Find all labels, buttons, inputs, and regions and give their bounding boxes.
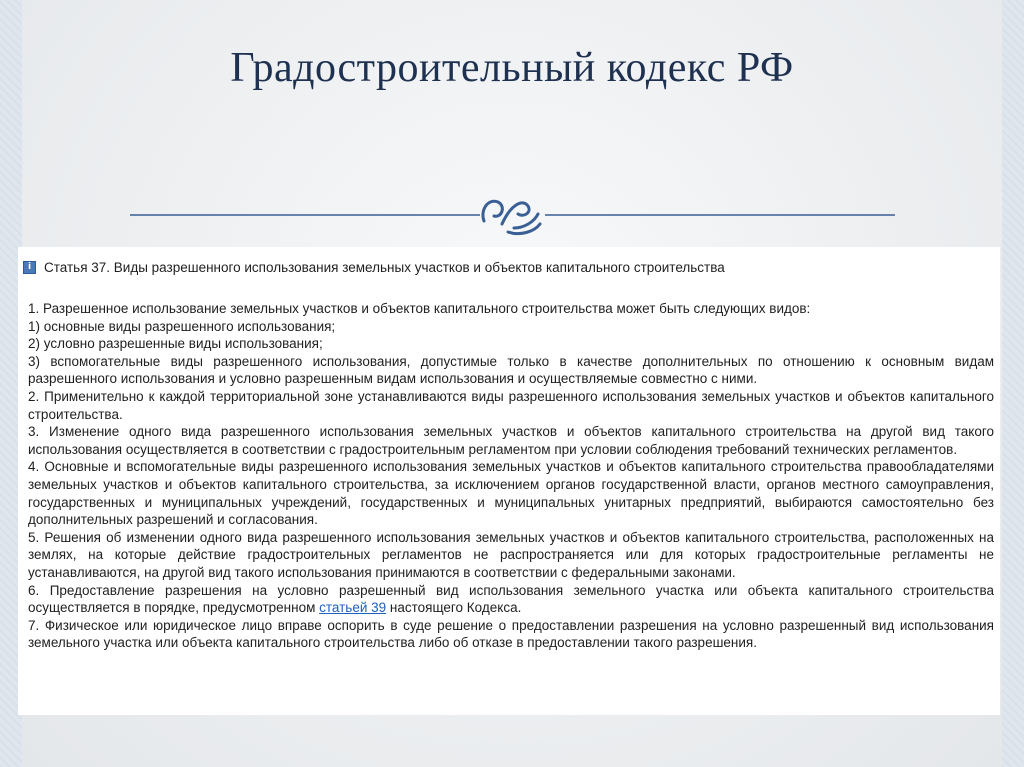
article-body — [28, 300, 994, 652]
article-title: Статья 37. Виды разрешенного использования земельных участков и объектов капитального строительства — [44, 260, 725, 275]
article-39-link[interactable]: статьей 39 — [319, 600, 387, 616]
paragraph: 2. Применительно к каждой территориальной зоне устанавливаются виды разрешенного использования земельных участков и объектов капитального строительства. — [28, 388, 994, 422]
swirl-ornament-icon — [483, 201, 540, 233]
info-icon: i — [23, 261, 36, 274]
paragraph-text: 6. Предоставление разрешения на условно разрешенный вид использования земельного участка или объекта капитального строительства осуществляется в порядке, предусмотренном — [28, 582, 994, 616]
paragraph — [28, 582, 994, 617]
paragraph: 3) вспомогательные виды разрешенного использования, допустимые только в качестве дополнительных по отношению к основным видам разрешенного использования и условно разрешенным видам использования и осуществляемые совместно с ними. — [28, 353, 994, 387]
paragraph: 5. Решения об изменении одного вида разрешенного использования земельных участков и объектов капитального строительства, расположенных на землях, на которые действие градостроительных регламентов не распространяется или для которых градостроительные регламенты не устанавливаются, на другой вид такого использования принимаются в соответствии с федеральными законами. — [28, 529, 994, 580]
document-excerpt — [18, 247, 1000, 715]
paragraph: 1. Разрешенное использование земельных участков и объектов капитального строительства может быть следующих видов: — [28, 301, 811, 316]
paragraph: 1) основные виды разрешенного использования; — [28, 318, 336, 334]
paragraph: 7. Физическое или юридическое лицо вправе оспорить в суде решение о предоставлении разрешения на условно разрешенный вид использования земельного участка или объекта капитального строительства либо об отказе в предоставлении такого разрешения. — [28, 617, 994, 651]
article-header — [23, 260, 725, 275]
paragraph: 2) условно разрешенные виды использования; — [28, 336, 323, 352]
paragraph: 3. Изменение одного вида разрешенного использования земельных участков и объектов капитального строительства на другой вид такого использования осуществляется в соответствии с градостроительным регламентом при условии соблюдения требований технических регламентов. — [28, 424, 994, 457]
slide-title: Градостроительный кодекс РФ — [230, 45, 794, 91]
divider-ornament — [130, 188, 895, 238]
paragraph: 4. Основные и вспомогательные виды разрешенного использования земельных участков и объектов капитального строительства правообладателями земельных участков и объектов капитального строительства, за исключением органов государственной власти, органов местного самоуправления, государственных и муниципальных учреждений, государственных и муниципальных унитарных предприятий, выбираются самостоятельно без дополнительных разрешений и согласования. — [28, 459, 994, 528]
paragraph-text: настоящего Кодекса. — [386, 600, 522, 616]
